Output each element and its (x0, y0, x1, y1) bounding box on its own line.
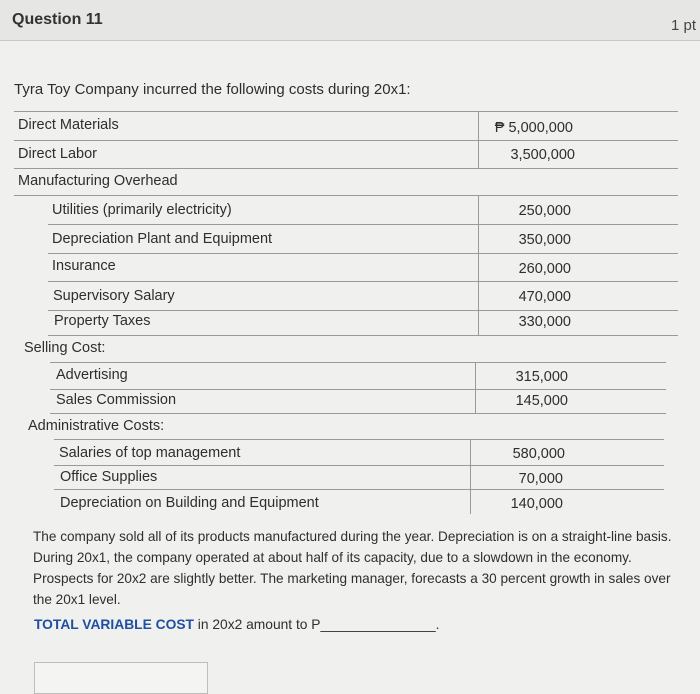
row-label: Salaries of top management (59, 445, 241, 461)
prompt-highlight: TOTAL VARIABLE COST (34, 617, 194, 632)
table-row (48, 225, 678, 254)
row-value: 145,000 (475, 389, 572, 413)
row-label: Depreciation on Building and Equipment (60, 495, 319, 511)
row-value: 315,000 (475, 363, 572, 389)
table-row (14, 140, 678, 169)
section-heading: Manufacturing Overhead (18, 173, 178, 189)
table-row (48, 311, 678, 336)
row-label: Sales Commission (56, 392, 177, 408)
row-value: 260,000 (478, 254, 575, 281)
row-label: Advertising (56, 367, 128, 383)
table-row (48, 196, 678, 225)
row-value: 330,000 (478, 311, 575, 335)
table-row (48, 254, 678, 282)
row-value: ₱ 5,000,000 (478, 112, 579, 140)
problem-paragraph: The company sold all of its products manufactured during the year. Depreciation is on a straight-line basis. During 20x1, the company operated at about half of its capacity, due to a slowdown in the economy. Prospects for 20x2 are slightly better. The marketing manager, forecasts a 30 percent growth in sales over the 20x1 level. (33, 529, 672, 607)
section-row (14, 169, 678, 196)
table-row (48, 282, 678, 311)
question-header (0, 0, 700, 41)
row-label: Supervisory Salary (53, 288, 175, 304)
table-row (50, 389, 666, 414)
question-title: Question 11 (12, 11, 103, 28)
row-value: 140,000 (470, 490, 567, 514)
row-value: 250,000 (478, 196, 575, 224)
prompt-text: in 20x2 amount to P (193, 617, 321, 632)
row-label: Direct Materials (18, 117, 119, 133)
row-label: Property Taxes (54, 313, 151, 329)
row-value: 580,000 (470, 440, 567, 465)
section-heading: Selling Cost: (24, 340, 106, 356)
table-row (14, 111, 678, 141)
row-value: 3,500,000 (478, 140, 579, 168)
row-label: Utilities (primarily electricity) (52, 202, 232, 218)
row-value: 70,000 (470, 465, 567, 489)
row-value: 470,000 (478, 282, 575, 310)
table-row (54, 490, 664, 514)
prompt-blank: _______________. (320, 617, 440, 632)
row-value: 350,000 (478, 225, 575, 253)
answer-prompt (34, 617, 439, 632)
row-label: Office Supplies (60, 469, 158, 485)
table-row (54, 465, 664, 490)
row-label: Direct Labor (18, 146, 97, 162)
table-row (54, 439, 664, 466)
table-row (50, 362, 666, 390)
question-points: 1 pt (670, 17, 696, 34)
row-label: Depreciation Plant and Equipment (52, 231, 273, 247)
section-heading: Administrative Costs: (28, 418, 165, 434)
answer-input[interactable] (34, 662, 208, 694)
intro-text: Tyra Toy Company incurred the following costs during 20x1: (14, 81, 411, 98)
row-label: Insurance (52, 258, 116, 274)
